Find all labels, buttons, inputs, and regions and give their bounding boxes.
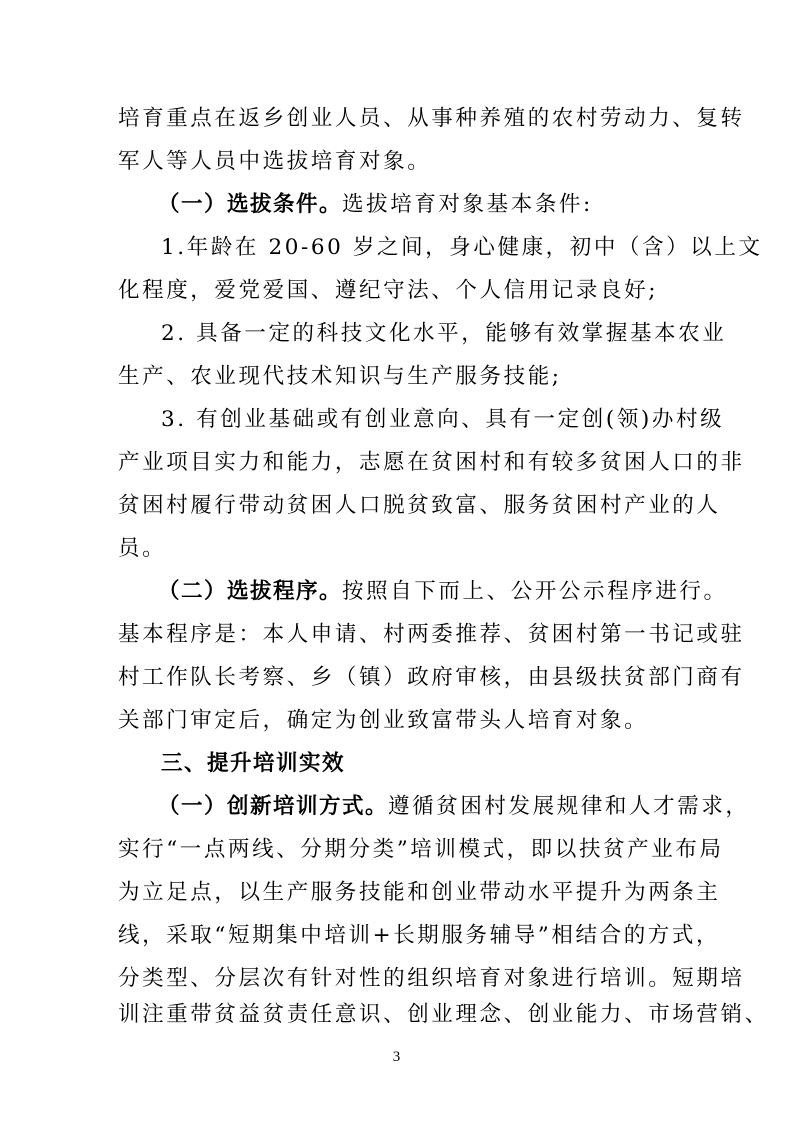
text-line: 培育重点在返乡创业人员、从事种养殖的农村劳动力、复转	[118, 106, 745, 131]
text-line: 线，采取“短期集中培训+长期服务辅导”相结合的方式，	[118, 923, 721, 948]
text-line: 村工作队长考察、乡（镇）政府审核，由县级扶贫部门商有	[118, 665, 745, 690]
text-line: 2. 具备一定的科技文化水平，能够有效掌握基本农业	[161, 321, 727, 346]
text-span: 遵循贫困村发展规律和人才需求，	[388, 794, 750, 819]
text-line: 训注重带贫益贫责任意识、创业理念、创业能力、市场营销、	[118, 1002, 769, 1027]
text-line: 产业项目实力和能力，志愿在贫困村和有较多贫困人口的非	[118, 450, 745, 475]
text-line: 分类型、分层次有针对性的组织培育对象进行培训。短期培	[118, 966, 745, 991]
text-line: 军人等人员中选拔培育对象。	[118, 149, 432, 174]
text-line: 基本程序是：本人申请、村两委推荐、贫困村第一书记或驻	[118, 622, 745, 647]
subheading-training-method: （一）创新培训方式。	[158, 794, 389, 819]
text-line: 3. 有创业基础或有创业意向、具有一定创(领)办村级	[161, 407, 725, 432]
text-line: 1.年龄在 20-60 岁之间，身心健康，初中（含）以上文	[161, 235, 763, 260]
text-line: 生产、农业现代技术知识与生产服务技能;	[118, 364, 562, 389]
paragraph-selection-procedure	[158, 577, 728, 607]
paragraph-selection-conditions	[158, 190, 675, 220]
text-line: 关部门审定后，确定为创业致富带头人培育对象。	[118, 708, 649, 733]
text-line: 实行“一点两线、分期分类”培训模式，即以扶贫产业布局	[118, 837, 724, 862]
text-span: 按照自下而上、公开公示程序进行。	[342, 579, 728, 604]
subheading-selection-procedure: （二）选拔程序。	[158, 579, 343, 604]
text-span: 选拔培育对象基本条件:	[342, 192, 593, 217]
text-line: 为立足点，以生产服务技能和创业带动水平提升为两条主	[118, 880, 721, 905]
paragraph-training-method	[158, 792, 750, 822]
text-line: 贫困村履行带动贫困人口脱贫致富、服务贫困村产业的人	[118, 493, 721, 518]
text-line: 员。	[118, 536, 167, 561]
text-line: 化程度，爱党爱国、遵纪守法、个人信用记录良好;	[118, 278, 659, 303]
page-number: 3	[392, 1049, 401, 1065]
section-heading: 三、提升培训实效	[161, 751, 346, 776]
subheading-selection-conditions: （一）选拔条件。	[158, 192, 343, 217]
